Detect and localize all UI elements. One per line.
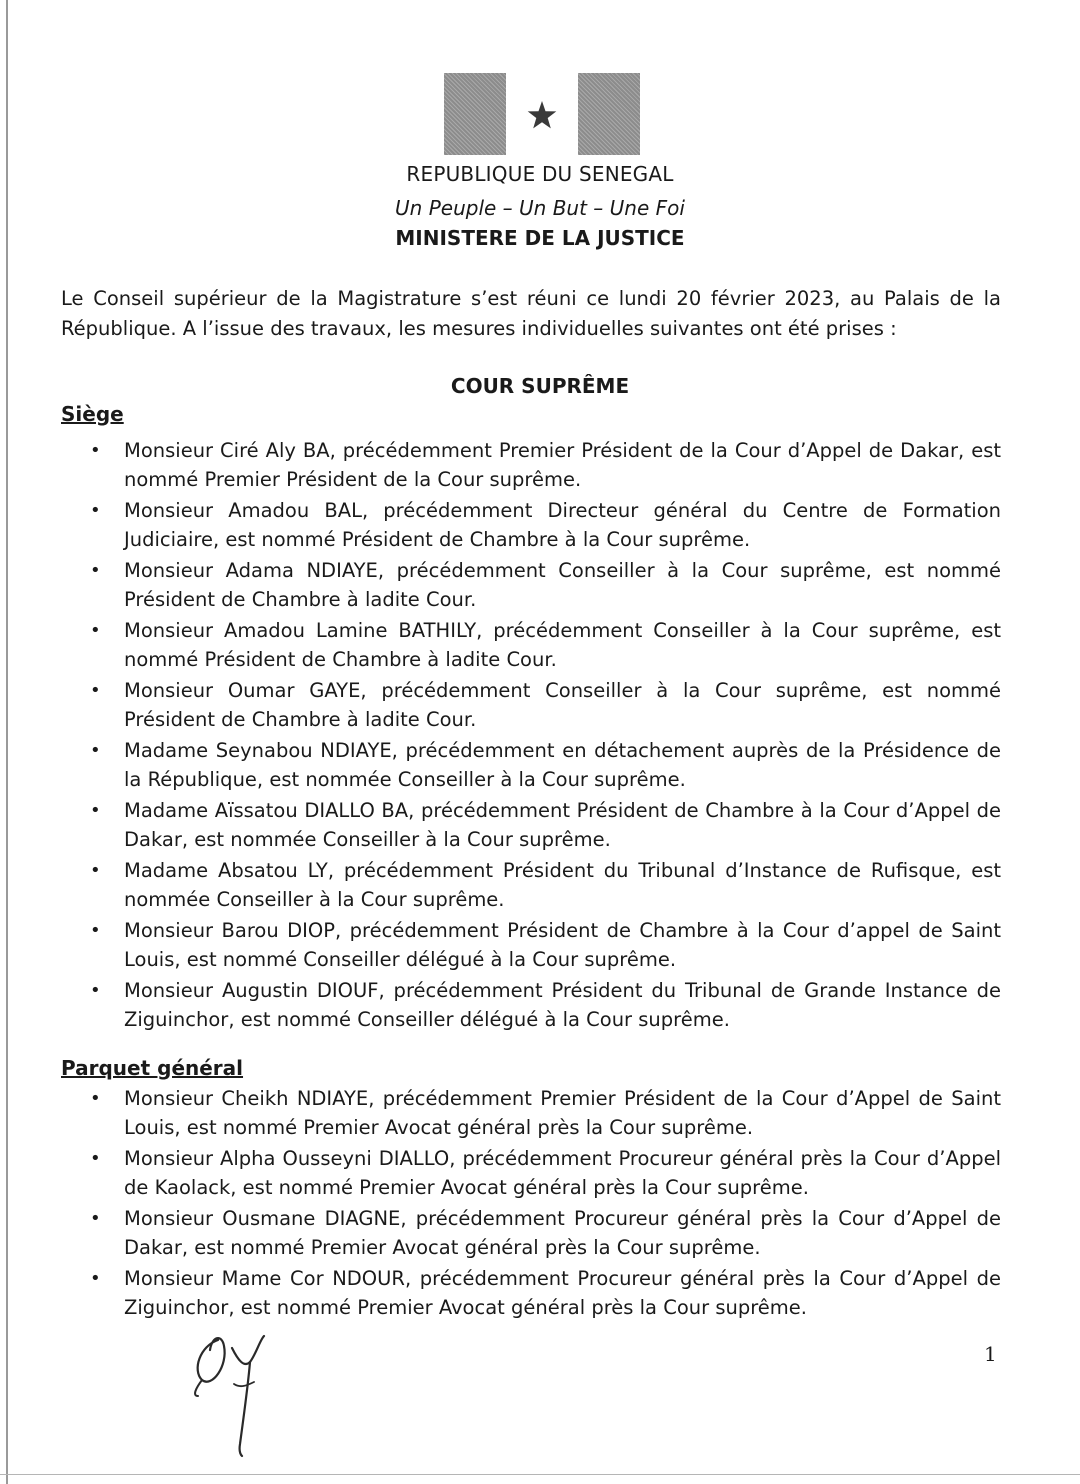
section-title: COUR SUPRÊME [450, 374, 630, 398]
siege-list [0, 436, 1080, 1036]
list-item-text: Monsieur Alpha Ousseyni DIALLO, précédemment Procureur général près la Cour d’Appel de Kaolack, est nommé Premier Avocat général près la Cour suprême. [124, 1146, 1001, 1199]
bullet-icon: • [90, 1088, 101, 1109]
list-item-text: Monsieur Ciré Aly BA, précédemment Premier Président de la Cour d’Appel de Dakar, est nommé Premier Président de la Cour suprême. [124, 439, 1001, 491]
list-item [0, 1264, 1001, 1323]
flag-band-right [578, 73, 640, 155]
bullet-icon: • [90, 679, 101, 701]
list-item [0, 856, 1001, 915]
national-motto: Un Peuple – Un But – Une Foi [395, 196, 685, 220]
list-item-text: Monsieur Oumar GAYE, précédemment Conseiller à la Cour suprême, est nommé Président de Chambre à ladite Cour. [124, 678, 1001, 731]
list-item-text: Monsieur Ousmane DIAGNE, précédemment Procureur général près la Cour d’Appel de Dakar, est nommé Premier Avocat général près la Cour suprême. [124, 1206, 1001, 1259]
list-item [0, 796, 1001, 855]
list-item [0, 676, 1001, 735]
bullet-icon: • [90, 1147, 101, 1169]
senegal-flag-icon [444, 73, 640, 155]
bullet-icon: • [90, 859, 101, 881]
bullet-icon: • [90, 799, 101, 821]
list-item-text: Monsieur Adama NDIAYE, précédemment Conseiller à la Cour suprême, est nommé Président de Chambre à ladite Cour. [124, 558, 1001, 611]
list-item-text: Monsieur Mame Cor NDOUR, précédemment Procureur général près la Cour d’Appel de Ziguinchor, est nommé Premier Avocat général près la Cour suprême. [124, 1266, 1001, 1319]
list-item [0, 496, 1001, 555]
bullet-icon: • [90, 919, 101, 941]
siege-heading: Siège [61, 402, 124, 426]
list-item-text: Monsieur Augustin DIOUF, précédemment Président du Tribunal de Grande Instance de Ziguinchor, est nommé Conseiller délégué à la Cour suprême. [124, 978, 1001, 1031]
list-item-text: Monsieur Cheikh NDIAYE, précédemment Premier Président de la Cour d’Appel de Saint Louis, est nommé Premier Avocat général près la Cour suprême. [124, 1087, 1001, 1139]
list-item [0, 616, 1001, 675]
list-item-text: Monsieur Amadou Lamine BATHILY, précédemment Conseiller à la Cour suprême, est nommé Président de Chambre à ladite Cour. [124, 618, 1001, 671]
list-item [0, 1204, 1001, 1263]
list-item-text: Madame Aïssatou DIALLO BA, précédemment Président de Chambre à la Cour d’Appel de Dakar, est nommée Conseiller à la Cour suprême. [124, 798, 1001, 851]
list-item [0, 736, 1001, 795]
page-edge-bottom [0, 1474, 1080, 1475]
list-item-text: Monsieur Amadou BAL, précédemment Directeur général du Centre de Formation Judiciaire, est nommé Président de Chambre à la Cour suprême. [124, 498, 1001, 551]
bullet-icon: • [90, 1267, 101, 1289]
list-item-text: Monsieur Barou DIOP, précédemment Président de Chambre à la Cour d’appel de Saint Louis, est nommé Conseiller délégué à la Cour suprême. [124, 918, 1001, 971]
parquet-heading: Parquet général [61, 1056, 244, 1080]
ministry-name: MINISTERE DE LA JUSTICE [395, 226, 685, 250]
bullet-icon: • [90, 739, 101, 761]
country-name: REPUBLIQUE DU SENEGAL [406, 162, 674, 186]
bullet-icon: • [90, 979, 101, 1001]
flag-band-left [444, 73, 506, 155]
list-item [0, 1084, 1001, 1143]
list-item [0, 556, 1001, 615]
handwritten-signature [188, 1326, 280, 1458]
bullet-icon: • [90, 619, 101, 641]
list-item-text: Madame Seynabou NDIAYE, précédemment en détachement auprès de la Présidence de la République, est nommée Conseiller à la Cour suprême. [124, 738, 1001, 791]
list-item-text: Madame Absatou LY, précédemment Président du Tribunal d’Instance de Rufisque, est nommée Conseiller à la Cour suprême. [124, 858, 1001, 911]
list-item [0, 436, 1001, 495]
intro-paragraph: Le Conseil supérieur de la Magistrature s’est réuni ce lundi 20 février 2023, au Palais de la République. A l’issue des travaux, les mesures individuelles suivantes ont été prises : [61, 287, 1001, 340]
list-item [0, 1144, 1001, 1203]
parquet-list [0, 1084, 1080, 1324]
list-item [0, 916, 1001, 975]
bullet-icon: • [90, 559, 101, 581]
list-item [0, 976, 1001, 1035]
page-number: 1 [984, 1342, 997, 1366]
star-icon [522, 95, 562, 135]
bullet-icon: • [90, 1207, 101, 1229]
bullet-icon: • [90, 499, 101, 521]
bullet-icon: • [90, 440, 101, 461]
